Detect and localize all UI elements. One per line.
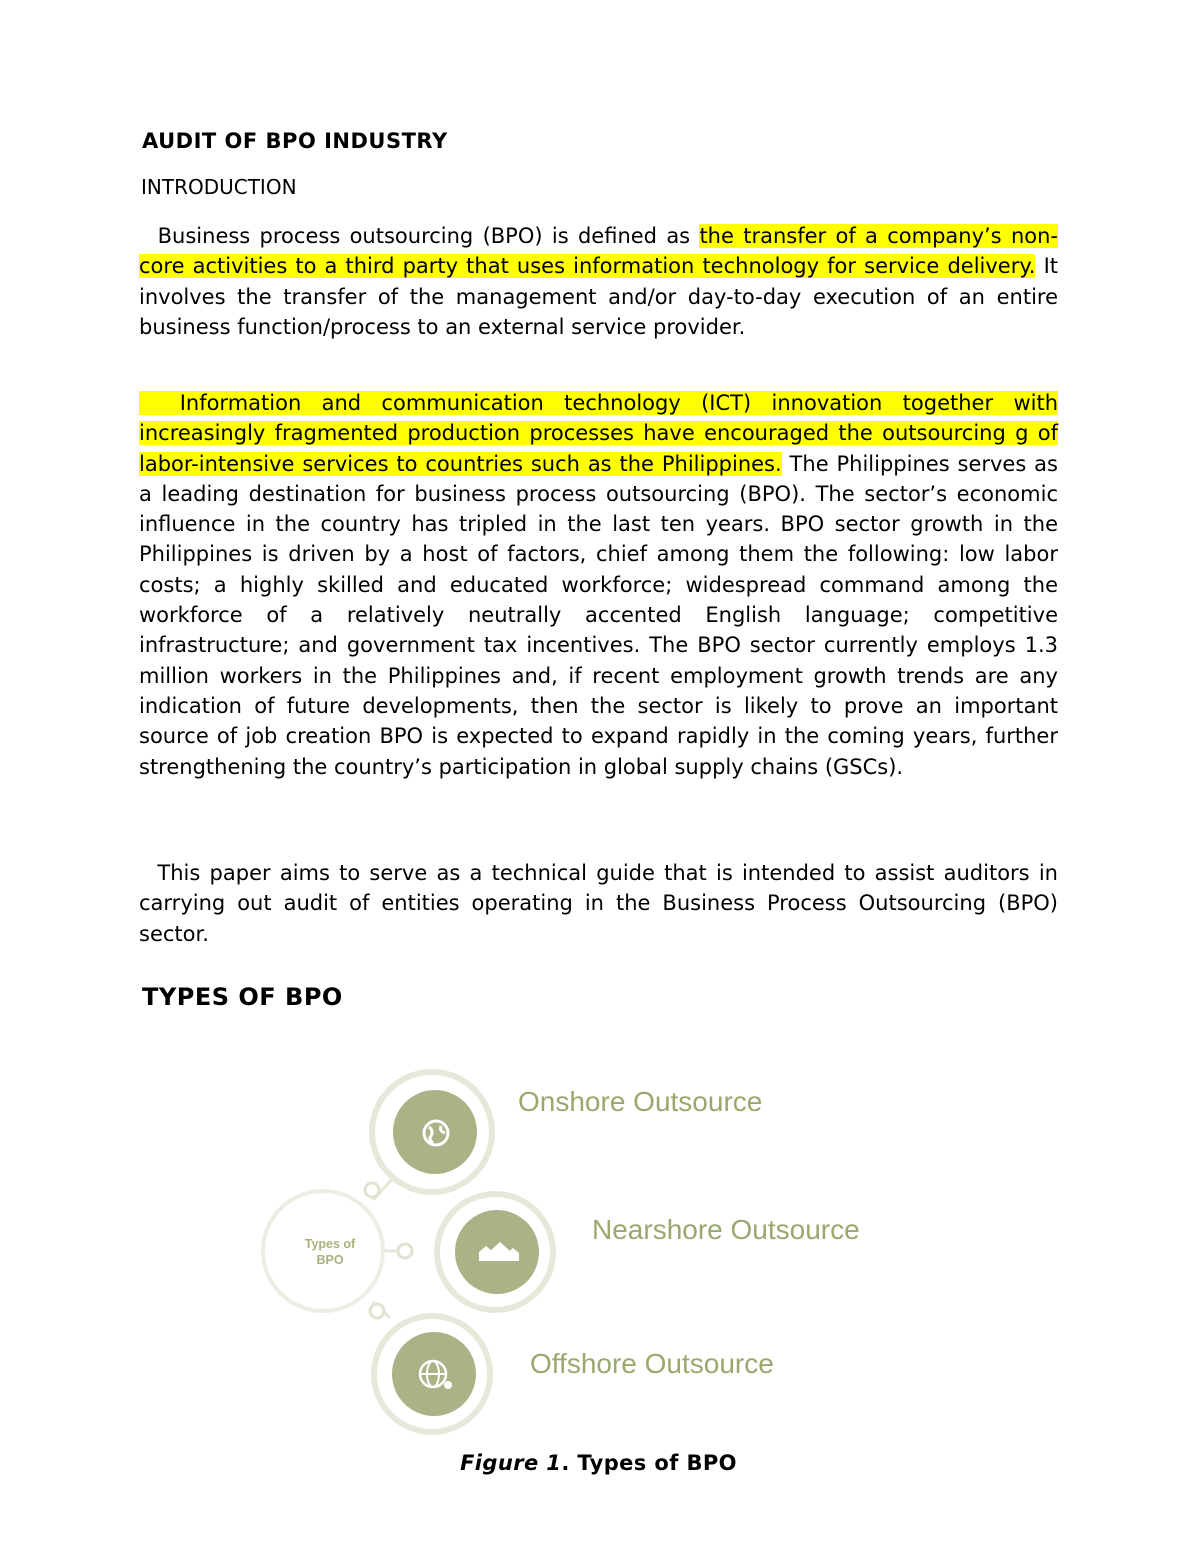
offshore-node bbox=[374, 1316, 490, 1432]
offshore-label: Offshore Outsource bbox=[530, 1348, 774, 1379]
paragraph-2-rest: The Philippines serves as a leading destination for business process outsourcing (BPO). The sector’s economic influence in the country has tripled in the last ten years. BPO sector growth in the Philippines is driven by a host of factors, chief among them the following: low labor costs; a highly skilled and educated workforce; widespread command among the workforce of a relatively neutrally accented English language; competitive infrastructure; and government tax incentives. The BPO sector currently employs 1.3 million workers in the Philippines and, if recent employment growth trends are any indication of future developments, then the sector is likely to prove an important source of job creation BPO is expected to expand rapidly in the coming years, further strengthening the country’s participation in global supply chains (GSCs). bbox=[139, 451, 1058, 779]
nearshore-label: Nearshore Outsource bbox=[592, 1214, 860, 1245]
paragraph-1-highlight: the transfer of a company’s non-core activities to a third party that uses information technology for service delivery. bbox=[139, 224, 1058, 279]
paragraph-1-rest: It involves the transfer of the management and/or day-to-day execution of an entire business function/process to an external service provider. bbox=[139, 254, 1058, 339]
center-label-line-1: Types of bbox=[304, 1237, 356, 1251]
introduction-heading: INTRODUCTION bbox=[141, 175, 297, 199]
figure-caption-text: . Types of BPO bbox=[561, 1451, 737, 1475]
paragraph-1-lead: Business process outsourcing (BPO) is defined as bbox=[157, 224, 700, 248]
paragraph-bpo-definition bbox=[139, 221, 1058, 342]
figure-caption bbox=[139, 1451, 1058, 1475]
paragraph-3-text: This paper aims to serve as a technical guide that is intended to assist auditors in carrying out audit of entities operating in the Business Process Outsourcing (BPO) sector. bbox=[139, 861, 1058, 946]
connector-dot-onshore bbox=[365, 1183, 379, 1197]
paragraph-2-highlight-text: Information and communication technology (ICT) innovation together with increasingly fragmented production processes have encouraged the outsourcing g of labor-intensive services to countries such as the Philippines. bbox=[139, 391, 1058, 476]
paragraph-purpose bbox=[139, 858, 1058, 949]
diagram-center-label bbox=[275, 1236, 385, 1268]
onshore-label: Onshore Outsource bbox=[518, 1086, 763, 1117]
figure-caption-prefix: Figure 1 bbox=[460, 1451, 562, 1475]
nearshore-node bbox=[437, 1194, 553, 1310]
connector-dot-offshore bbox=[370, 1304, 384, 1318]
connector-dot-nearshore bbox=[398, 1244, 412, 1258]
onshore-node bbox=[372, 1072, 492, 1192]
paragraph-ict-philippines bbox=[139, 388, 1058, 782]
types-of-bpo-diagram bbox=[245, 1048, 945, 1438]
document-title: AUDIT OF BPO INDUSTRY bbox=[142, 129, 448, 153]
onshore-circle bbox=[393, 1090, 477, 1174]
types-of-bpo-heading: TYPES OF BPO bbox=[142, 983, 343, 1011]
center-label-line-2: BPO bbox=[316, 1253, 344, 1267]
